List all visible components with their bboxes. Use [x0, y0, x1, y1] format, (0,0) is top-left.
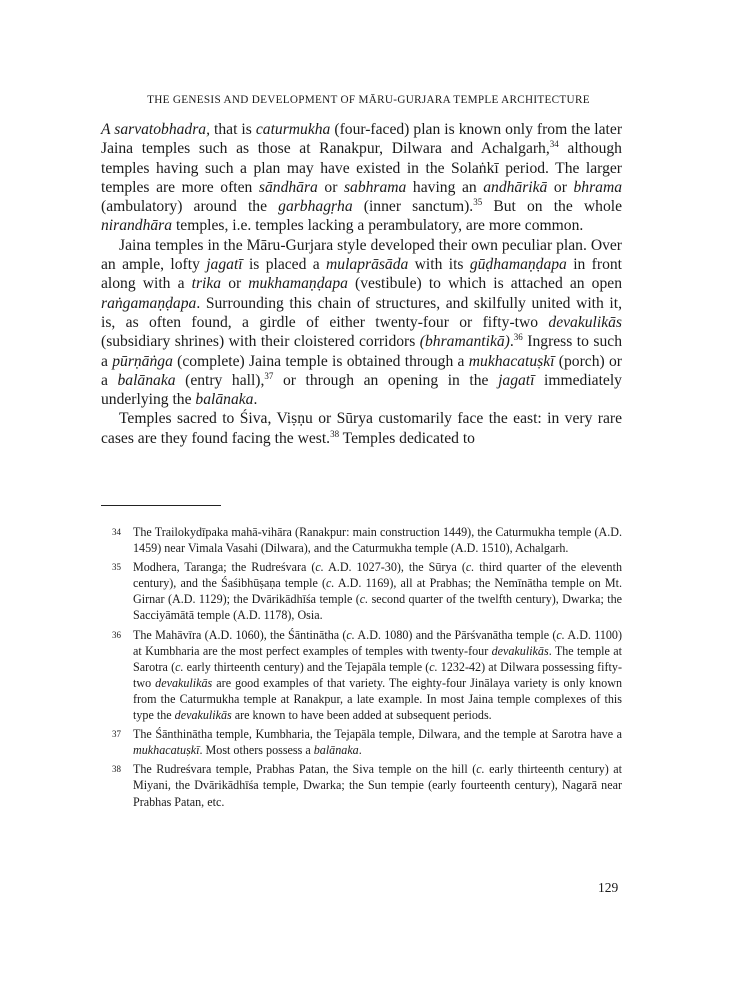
footnote: 36 The Mahāvīra (A.D. 1060), the Śāntinātha (c. A.D. 1080) and the Pārśvanātha temple (c. A.D. 1100) at Kumbharia are the most perfect examples of temples with twenty-four devakulikās. The temple at Sarotra (c. early thirteenth century) and the Tejapāla temple (c. 1232-42) at Dilwara possessing fifty-two devakulikās are good examples of that variety. The eighty-four Jinālaya variety is only known from the Caturmukha temple at Ranakpur, a late example. In most Jaina temple complexes of this type the devakulikās are known to have been added at subsequent periods.	[112, 627, 622, 723]
footnote-ref: 38	[330, 428, 340, 439]
footnote-number: 38	[112, 764, 121, 775]
running-head: THE GENESIS AND DEVELOPMENT OF MĀRU-GURJARA TEMPLE ARCHITECTURE	[147, 94, 590, 106]
italic-term: bhrama	[573, 178, 623, 196]
page-number: 129	[598, 880, 619, 895]
italic-term: sāndhāra	[258, 178, 318, 196]
italic-term: balānaka	[313, 743, 359, 758]
italic-term: c.	[429, 659, 438, 674]
footnote-number: 37	[112, 729, 121, 740]
footnote-number: 35	[112, 562, 121, 573]
italic-term: c.	[359, 592, 369, 607]
paragraph: Jaina temples in the Māru-Gurjara style developed their own peculiar plan. Over an ample, lofty jagatī is placed a mulaprāsāda with its gūḍhamaṇḍapa in front along with a trika or mukhamaṇḍapa (vestibule) to which is attached an open raṅgamaṇḍapa. Surrounding this chain of structures, and skilfully united with it, is, as often found, a girdle of either twenty-four or fifty-two devakulikās (subsidiary shrines) with their cloistered corridors (bhramantikā).$^{36}$ Ingress to such a pūrṇāṅga (complete) Jaina temple is obtained through a mukhacatuṣkī (porch) or a balānaka (entry hall),$^{37}$ or through an opening in the jagatī immediately underlying the balānaka.	[101, 236, 623, 409]
footnote-ref: 34	[549, 139, 559, 150]
italic-term: c.	[175, 659, 184, 674]
italic-term: devakulikās	[491, 643, 549, 658]
italic-term: c.	[326, 576, 335, 591]
italic-term: sabhrama	[343, 178, 407, 196]
italic-term: gūḍhamaṇḍapa	[469, 256, 567, 274]
italic-term: c.	[556, 627, 565, 642]
main-text	[101, 120, 622, 448]
italic-term: (bhramantikā)	[419, 333, 510, 351]
footnote-number: 34	[112, 527, 121, 537]
footnote-ref: 37	[264, 370, 274, 381]
paragraph: Temples sacred to Śiva, Viṣṇu or Sūrya customarily face the east: in very rare cases are they found facing the west.$^{38}$ Temples dedicated to	[101, 410, 622, 447]
footnote-rule	[101, 505, 221, 506]
footnote-ref: 36	[513, 332, 523, 343]
italic-term: garbhagṛha	[278, 198, 353, 216]
footnote: 34 The Trailokydīpaka mahā-vihāra (Ranakpur: main construction 1449), the Caturmukha temple (A.D. 1459) near Vimala Vasahi (Dilwara), and the Caturmukha temple (A.D. 1510), Achalgarh.	[112, 525, 622, 556]
italic-term: c.	[315, 560, 324, 575]
italic-term: mulaprāsāda	[326, 256, 409, 274]
italic-term: pūrṇāṅga	[112, 352, 173, 370]
italic-term: raṅgamaṇḍapa	[101, 294, 197, 312]
footnote: 35 Modhera, Taranga; the Rudreśvara (c. A.D. 1027-30), the Sūrya (c. third quarter of the eleventh century), and the Śaśibhūṣaṇa temple (c. A.D. 1169), all at Prabhas; the Nemīnātha temple on Mt. Girnar (A.D. 1129); the Dvārikādhīśa temple (c. second quarter of the twelfth century), Dwarka; the Sacciyāmātā temple (A.D. 1178), Osia.	[112, 560, 623, 623]
paragraph: A sarvatobhadra, that is caturmukha (four-faced) plan is known only from the later Jaina temples such as those at Ranakpur, Dilwara and Achalgarh,$^{34}$ although temples having such a plan may have existed in the Solaṅkī period. The larger temples are more often sāndhāra or sabhrama having an andhārikā or bhrama (ambulatory) around the garbhagṛha (inner sanctum).$^{35}$ But on the whole nirandhāra temples, i.e. temples lacking a perambulatory, are more common.	[101, 121, 623, 235]
italic-term: devakulikās	[174, 708, 232, 723]
italic-term: mukhacatuṣkī	[468, 352, 555, 370]
footnote-number: 36	[112, 629, 121, 640]
italic-term: mukhamaṇḍapa	[248, 275, 348, 293]
italic-term: mukhacatuṣkī	[133, 743, 200, 758]
italic-term: A sarvatobhadra,	[101, 121, 210, 138]
footnote-ref: 35	[473, 197, 483, 207]
italic-term: balānaka	[117, 371, 176, 389]
italic-term: caturmukha	[255, 121, 331, 138]
italic-term: devakulikās	[548, 313, 622, 331]
italic-term: c.	[346, 627, 355, 642]
italic-term: c.	[476, 762, 485, 777]
italic-term: nirandhāra	[101, 217, 173, 235]
italic-term: devakulikās	[155, 675, 213, 690]
italic-term: trika	[191, 275, 222, 293]
italic-term: andhārikā	[483, 178, 548, 196]
footnote: 38 The Rudreśvara temple, Prabhas Patan, the Siva temple on the hill (c. early thirteenth century) at Miyani, the Dvārikādhīśa temple, Dwarka; the Sun tempie (early fourteenth century), Nagarā near Prabhas Patan, etc.	[112, 762, 622, 809]
italic-term: jagatī	[206, 256, 243, 274]
italic-term: c.	[465, 560, 475, 575]
footnote: 37 The Śānthinātha temple, Kumbharia, the Tejapāla temple, Dilwara, and the temple at Sarotra have a mukhacatuṣkī. Most others possess a balānaka.	[112, 727, 622, 758]
italic-term: jagatī	[498, 371, 535, 389]
italic-term: balānaka	[195, 391, 254, 409]
footnotes	[112, 524, 622, 813]
